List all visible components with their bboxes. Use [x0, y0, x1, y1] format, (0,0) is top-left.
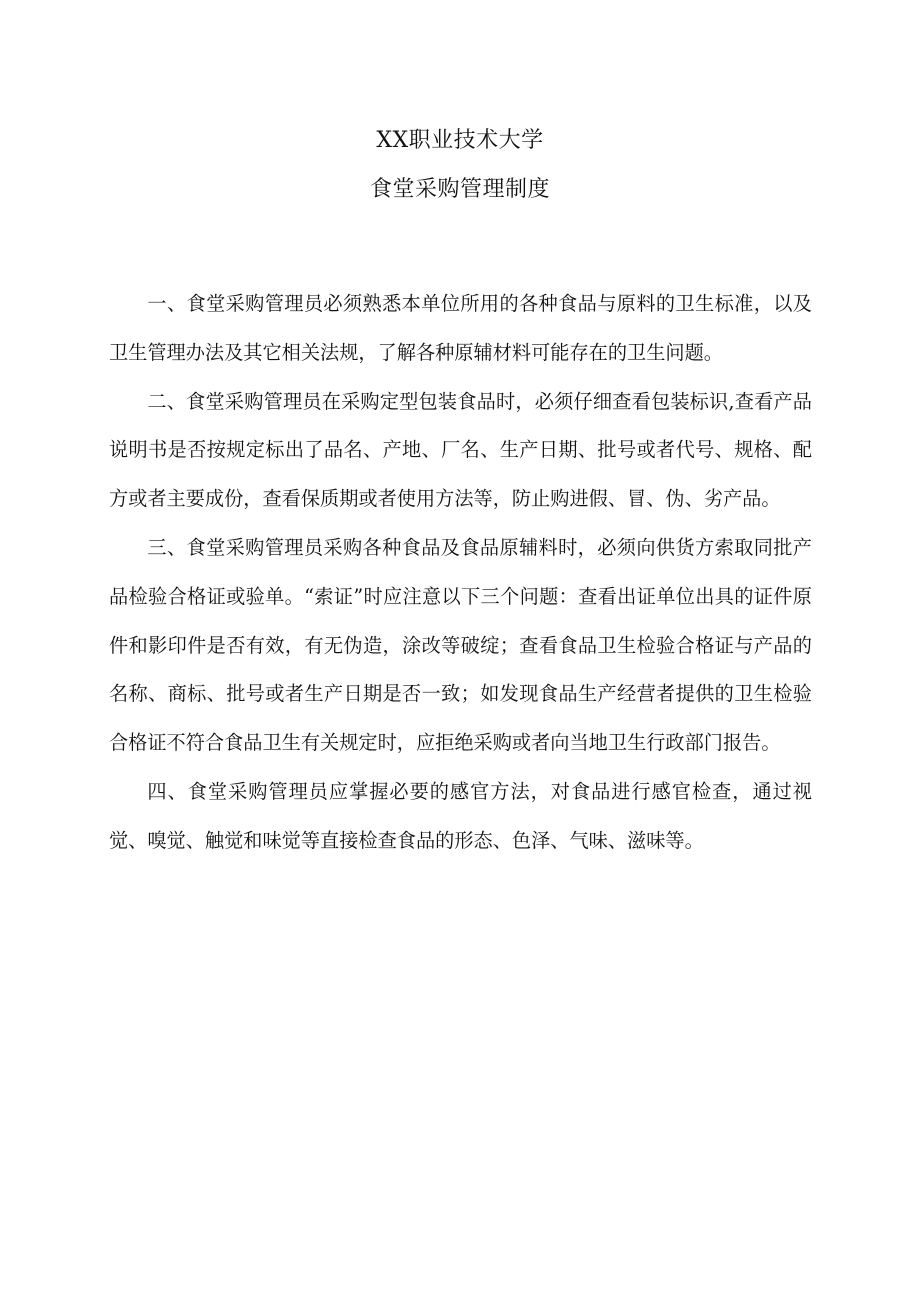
paragraph-3: 三、食堂采购管理员采购各种食品及食品原辅料时，必须向供货方索取同批产品检验合格证或验单。“索证”时应注意以下三个问题：查看出证单位出具的证件原件和影印件是否有效，有无伪造，涂改等破绽；查看食品卫生检验合格证与产品的名称、商标、批号或者生产日期是否一致；如发现食品生产经营者提供的卫生检验合格证不符合食品卫生有关规定时，应拒绝采购或者向当地卫生行政部门报告。 [109, 535, 812, 755]
document-title: XX职业技术大学 [376, 128, 544, 153]
paragraph-1: 一、食堂采购管理员必须熟悉本单位所用的各种食品与原料的卫生标准，以及卫生管理办法及其它相关法规，了解各种原辅材料可能存在的卫生问题。 [109, 292, 812, 364]
document-subtitle: 食堂采购管理制度 [369, 177, 550, 202]
title-block [0, 128, 920, 226]
paragraph-2: 二、食堂采购管理员在采购定型包装食品时，必须仔细查看包装标识,查看产品说明书是否按规定标出了品名、产地、厂名、生产日期、批号或者代号、规格、配方或者主要成份，查看保质期或者使用方法等，防止购进假、冒、伪、劣产品。 [109, 389, 812, 511]
document-body [109, 280, 812, 866]
paragraph-4: 四、食堂采购管理员应掌握必要的感官方法，对食品进行感官检查，通过视觉、嗅觉、触觉和味觉等直接检查食品的形态、色泽、气味、滋味等。 [109, 779, 812, 852]
